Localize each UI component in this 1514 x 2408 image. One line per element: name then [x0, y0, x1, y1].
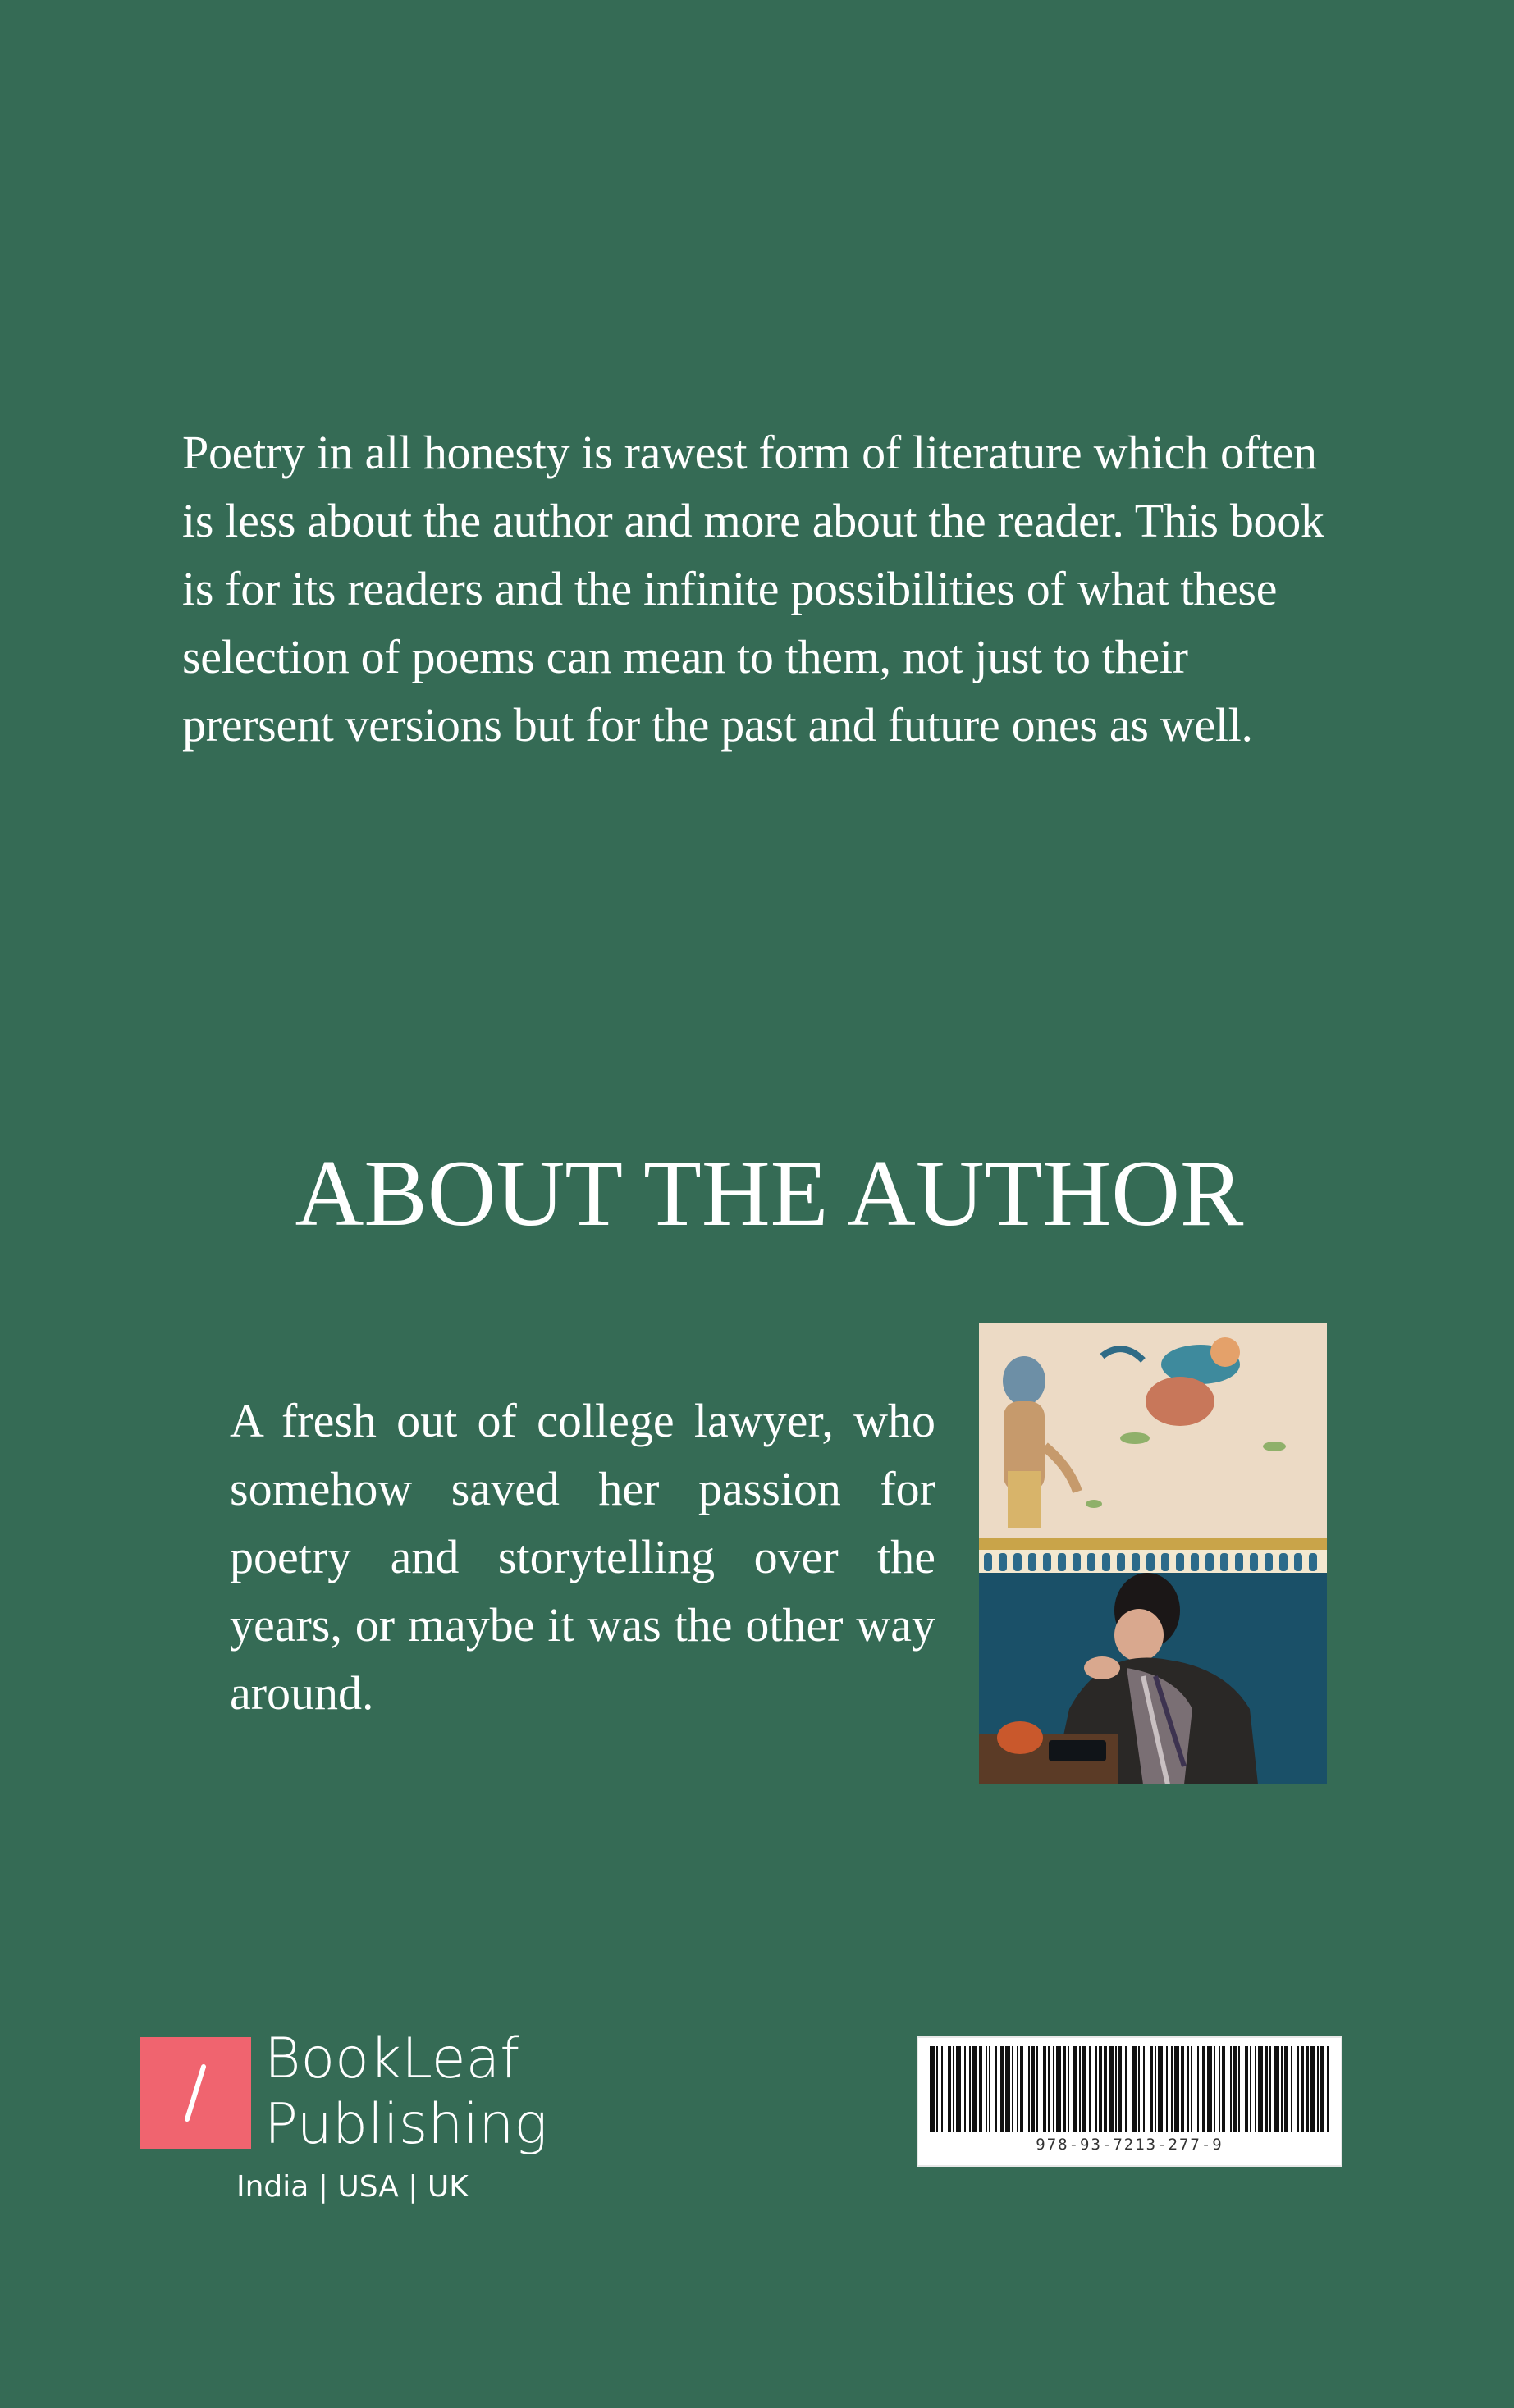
barcode-bars-icon [918, 2038, 1341, 2135]
barcode-bar [1258, 2046, 1263, 2132]
barcode-bar [995, 2046, 997, 2132]
barcode-bar [1265, 2046, 1268, 2132]
barcode-bar [930, 2046, 935, 2132]
barcode-bar [1158, 2046, 1163, 2132]
barcode-bar [1317, 2046, 1319, 2132]
barcode-bar [1297, 2046, 1299, 2132]
barcode-bar [1310, 2046, 1315, 2132]
barcode-bar [1043, 2046, 1046, 2132]
book-blurb: Poetry in all honesty is rawest form of literature which often is less about the author and more about the reader. This book is for its readers and the infinite possibilities of what these selection of poems can mean to them, not just to their prersent versions but for the past and future ones as well. [182, 426, 1324, 752]
barcode-bar [972, 2046, 977, 2132]
barcode-bar [1005, 2046, 1010, 2132]
publisher-logo-icon [140, 2037, 251, 2149]
barcode-bar [1017, 2046, 1018, 2132]
barcode-bar [1187, 2046, 1189, 2132]
barcode-bar [1028, 2046, 1030, 2132]
barcode-bar [1109, 2046, 1114, 2132]
author-photo [979, 1323, 1327, 1784]
barcode-bar [1320, 2046, 1324, 2132]
barcode-bar [1301, 2046, 1304, 2132]
barcode-bar [1104, 2046, 1107, 2132]
barcode-bar [1250, 2046, 1251, 2132]
barcode-bar [1202, 2046, 1205, 2132]
publisher-name-line2: Publishing [264, 2092, 548, 2157]
barcode-bar [1306, 2046, 1309, 2132]
barcode-bar [1118, 2046, 1122, 2132]
barcode-bar [989, 2046, 990, 2132]
barcode-bar [1150, 2046, 1153, 2132]
barcode-bar [1230, 2046, 1232, 2132]
barcode-bar [1245, 2046, 1248, 2132]
barcode-bar [1207, 2046, 1212, 2132]
author-bio: A fresh out of college lawyer, who somehow saved her passion for poetry and storytelling over the years, or maybe it was the other way around. [230, 1394, 935, 1720]
publisher-name-line1: BookLeaf [264, 2026, 520, 2091]
barcode-bar [1115, 2046, 1117, 2132]
barcode-bar [1238, 2046, 1240, 2132]
barcode-bar [1222, 2046, 1225, 2132]
barcode-bar [1214, 2046, 1215, 2132]
barcode-bar [1020, 2046, 1023, 2132]
barcode-bar [1056, 2046, 1061, 2132]
barcode-bar [1274, 2046, 1279, 2132]
barcode-bar [1327, 2046, 1329, 2132]
barcode-bar [1082, 2046, 1086, 2132]
barcode-bar [1219, 2046, 1220, 2132]
barcode-bar [1048, 2046, 1050, 2132]
barcode-bar [986, 2046, 987, 2132]
barcode-bar [1155, 2046, 1156, 2132]
barcode-bar [1079, 2046, 1081, 2132]
publisher-regions: India | USA | UK [236, 2170, 469, 2204]
barcode-bar [1000, 2046, 1004, 2132]
barcode-bar [1036, 2046, 1038, 2132]
barcode-bar [969, 2046, 971, 2132]
barcode-bar [1171, 2046, 1173, 2132]
isbn-number: 978-93-7213-277-9 [1036, 2136, 1224, 2154]
barcode-bar [1063, 2046, 1066, 2132]
barcode-bar [1132, 2046, 1137, 2132]
barcode-bar [964, 2046, 966, 2132]
barcode-bar [1233, 2046, 1237, 2132]
barcode-bar [941, 2046, 943, 2132]
barcode-bar [1095, 2046, 1097, 2132]
barcode-bar [1291, 2046, 1292, 2132]
barcode-bar [1255, 2046, 1256, 2132]
barcode-bar [948, 2046, 951, 2132]
barcode-bar [1031, 2046, 1035, 2132]
isbn-barcode [917, 2036, 1342, 2167]
barcode-bar [1269, 2046, 1271, 2132]
barcode-bar [979, 2046, 982, 2132]
about-author-heading: ABOUT THE AUTHOR [295, 1141, 1244, 1246]
barcode-bar [1143, 2046, 1145, 2132]
barcode-bar [1068, 2046, 1069, 2132]
barcode-bar [956, 2046, 961, 2132]
barcode-bar [1138, 2046, 1140, 2132]
barcode-bar [936, 2046, 938, 2132]
barcode-bar [1166, 2046, 1168, 2132]
barcode-bar [953, 2046, 954, 2132]
barcode-bar [1197, 2046, 1199, 2132]
barcode-bar [1099, 2046, 1102, 2132]
barcode-bar [1012, 2046, 1013, 2132]
publisher-name [264, 2026, 547, 2158]
barcode-bar [1073, 2046, 1077, 2132]
barcode-bar [1281, 2046, 1283, 2132]
barcode-bar [1125, 2046, 1127, 2132]
barcode-bar [1284, 2046, 1288, 2132]
barcode-bar [1053, 2046, 1054, 2132]
barcode-bar [1089, 2046, 1091, 2132]
barcode-bar [1191, 2046, 1192, 2132]
barcode-bar [1181, 2046, 1184, 2132]
barcode-bar [1174, 2046, 1179, 2132]
